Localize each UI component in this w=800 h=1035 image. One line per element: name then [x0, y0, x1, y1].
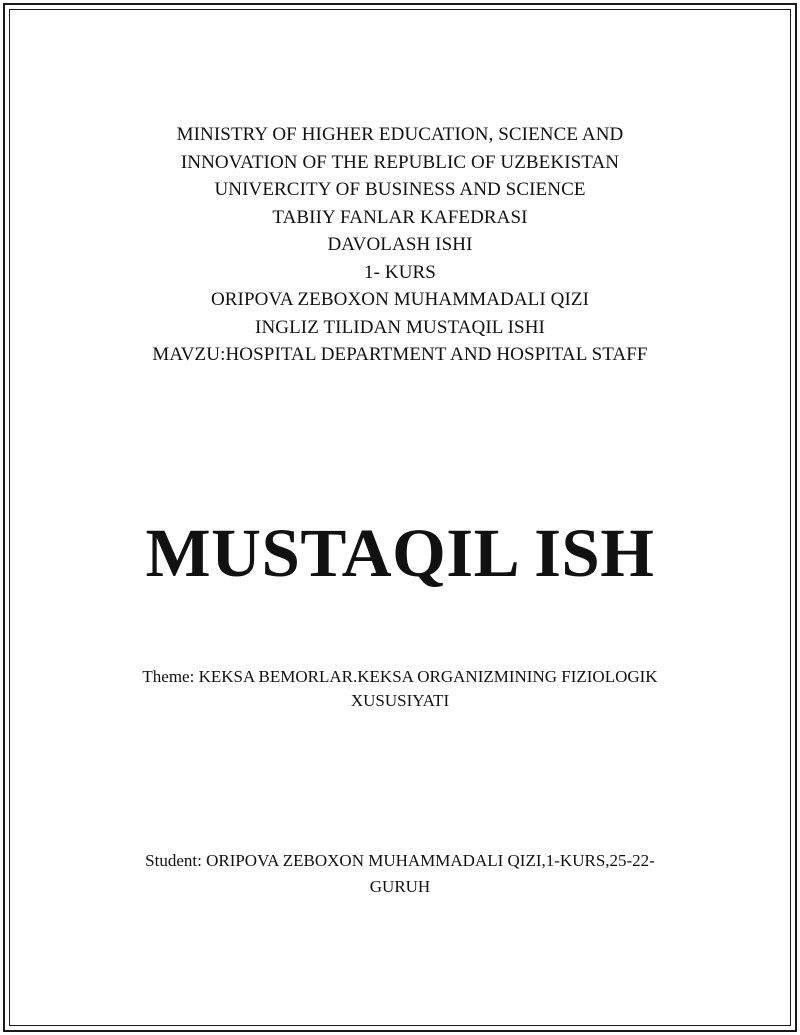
header-department: TABIIY FANLAR KAFEDRASI — [272, 206, 528, 228]
institution-header — [0, 121, 800, 369]
theme-block — [110, 665, 690, 713]
document-title: MUSTAQIL ISH — [145, 515, 655, 591]
header-student-name: ORIPOVA ZEBOXON MUHAMMADALI QIZI — [210, 289, 590, 310]
student-line-1: Student: ORIPOVA ZEBOXON MUHAMMADALI QIZI,1-KURS,25-22- — [145, 851, 655, 870]
student-line-2: GURUH — [369, 877, 431, 896]
student-block — [110, 848, 690, 900]
header-faculty: DAVOLASH ISHI — [327, 234, 473, 255]
header-university: UNIVERCITY OF BUSINESS AND SCIENCE — [214, 179, 586, 200]
header-ministry-line-2: INNOVATION OF THE REPUBLIC OF UZBEKISTAN — [180, 151, 620, 173]
header-topic: MAVZU:HOSPITAL DEPARTMENT AND HOSPITAL STAFF — [152, 344, 648, 365]
header-ministry-line-1: MINISTRY OF HIGHER EDUCATION, SCIENCE AND — [176, 124, 624, 145]
theme-line-2: XUSUSIYATI — [350, 691, 450, 710]
header-course: 1- KURS — [364, 261, 436, 283]
header-subject: INGLIZ TILIDAN MUSTAQIL ISHI — [255, 316, 545, 338]
theme-line-1: Theme: KEKSA BEMORLAR.KEKSA ORGANIZMINING FIZIOLOGIK — [142, 667, 658, 686]
